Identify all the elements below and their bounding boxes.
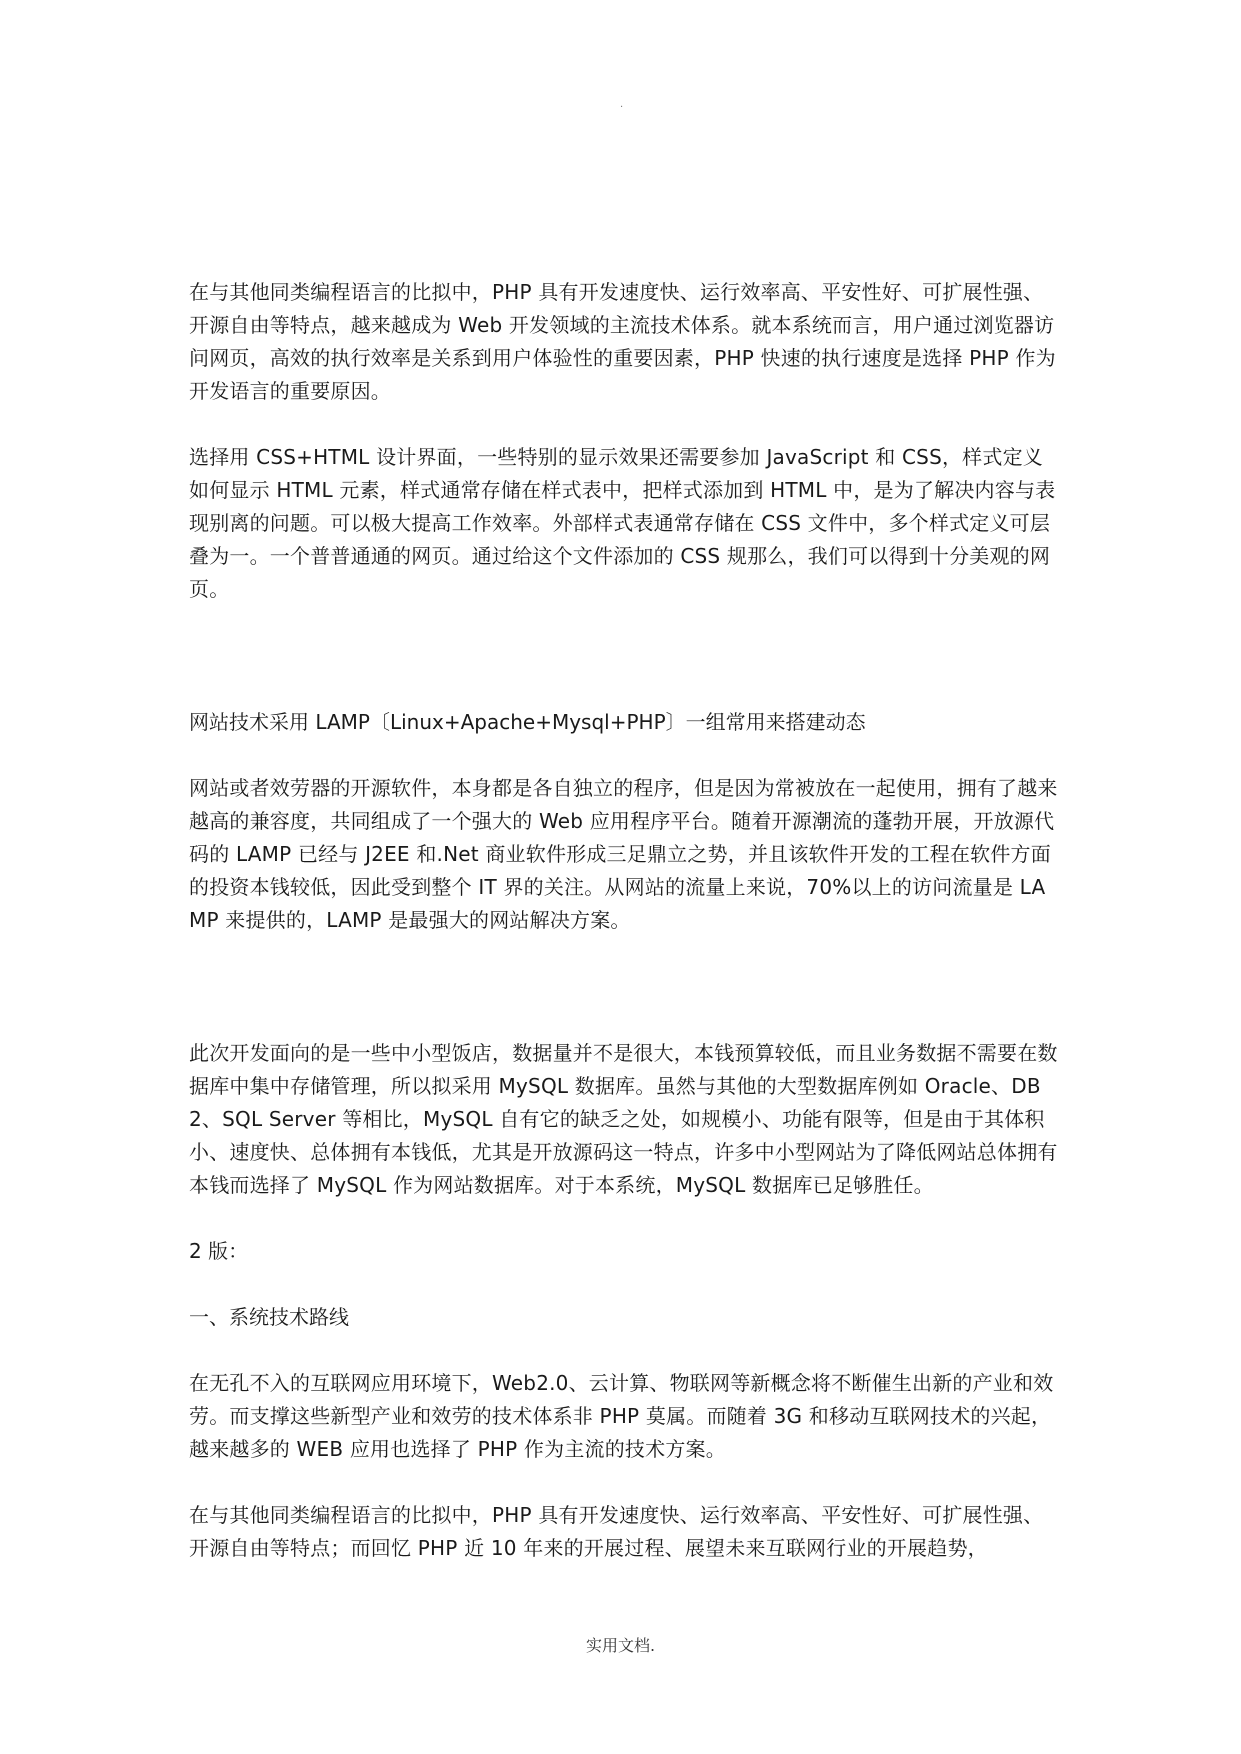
header-dot: . <box>620 99 624 110</box>
paragraph-mysql: 此次开发面向的是一些中小型饭店，数据量并不是很大，本钱预算较低，而且业务数据不需要在数据库中集中存储管理，所以拟采用 MySQL 数据库。虽然与其他的大型数据库例如 Oracle、DB2、SQL Server 等相比，MySQL 自有它的缺乏之处，如规模小、功能有限等，但是由于其体积小、速度快、总体拥有本钱低，尤其是开放源码这一特点，许多中小型网站为了降低网站总体拥有本钱而选择了 MySQL 作为网站数据库。对于本系统，MySQL 数据库已足够胜任。 <box>189 1041 1058 1197</box>
page-footer: 实用文档. <box>585 1636 656 1655</box>
paragraph-css-html: 选择用 CSS+HTML 设计界面，一些特别的显示效果还需要参加 JavaScript 和 CSS，样式定义如何显示 HTML 元素，样式通常存储在样式表中，把样式添加到 HTML 中，是为了解决内容与表现别离的问题。可以极大提高工作效率。外部样式表通常存储在 CSS 文件中，多个样式定义可层叠为一。一个普普通通的网页。通过给这个文件添加的 CSS 规那么，我们可以得到十分美观的网页。 <box>189 445 1056 601</box>
section-heading: 一、系统技术路线 <box>189 1305 349 1329</box>
paragraph-php-advantages: 在与其他同类编程语言的比拟中，PHP 具有开发速度快、运行效率高、平安性好、可扩展性强、开源自由等特点，越来越成为 Web 开发领域的主流技术体系。就本系统而言，用户通过浏览器访问网页，高效的执行效率是关系到用户体验性的重要因素，PHP 快速的执行速度是选择 PHP 作为开发语言的重要原因。 <box>189 280 1056 403</box>
paragraph-lamp-intro: 网站技术采用 LAMP〔Linux+Apache+Mysql+PHP〕一组常用来搭建动态 <box>189 710 866 734</box>
document-body <box>189 276 1059 1565</box>
version-label: 2 版： <box>189 1239 249 1263</box>
paragraph-php-comparison: 在与其他同类编程语言的比拟中，PHP 具有开发速度快、运行效率高、平安性好、可扩展性强、开源自由等特点；而回忆 PHP 近 10 年来的开展过程、展望未来互联网行业的开展趋势， <box>189 1503 1044 1560</box>
paragraph-lamp-details: 网站或者效劳器的开源软件，本身都是各自独立的程序，但是因为常被放在一起使用，拥有了越来越高的兼容度，共同组成了一个强大的 Web 应用程序平台。随着开源潮流的蓬勃开展，开放源代码的 LAMP 已经与 J2EE 和.Net 商业软件形成三足鼎立之势，并且该软件开发的工程在软件方面的投资本钱较低，因此受到整个 IT 界的关注。从网站的流量上来说，70%以上的访问流量是 LAMP 来提供的，LAMP 是最强大的网站解决方案。 <box>189 776 1058 932</box>
paragraph-web-env: 在无孔不入的互联网应用环境下，Web2.0、云计算、物联网等新概念将不断催生出新的产业和效劳。而支撑这些新型产业和效劳的技术体系非 PHP 莫属。而随着 3G 和移动互联网技术的兴起，越来越多的 WEB 应用也选择了 PHP 作为主流的技术方案。 <box>189 1371 1054 1461</box>
